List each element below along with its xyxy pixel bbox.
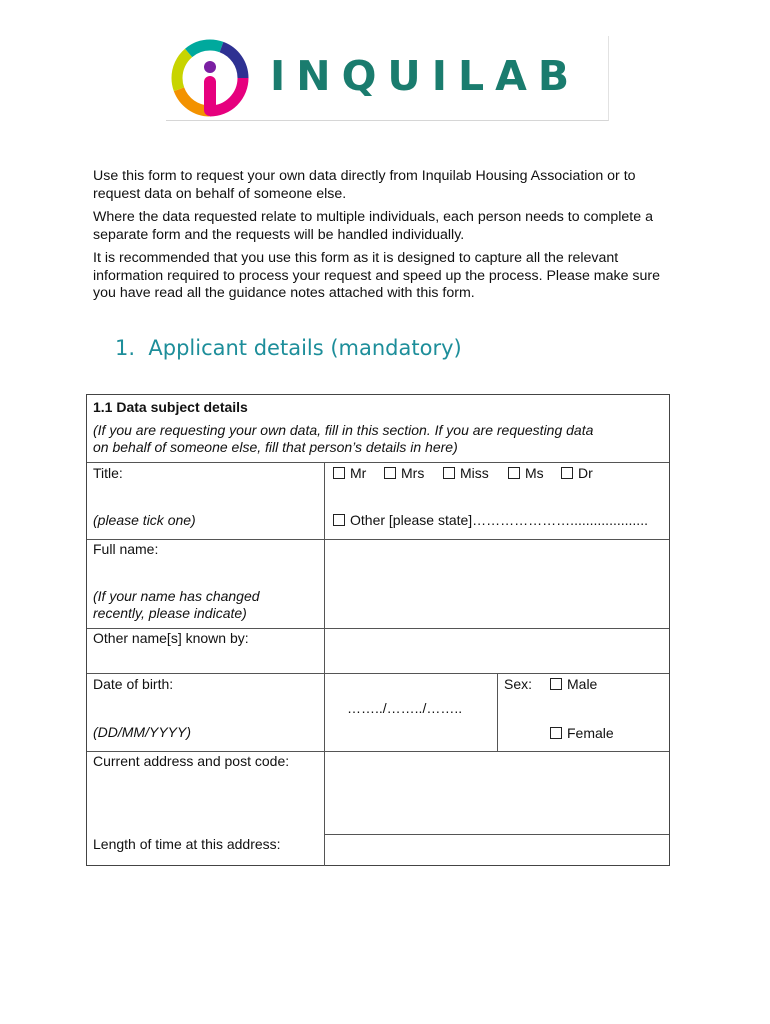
dob-label: Date of birth: — [93, 676, 174, 692]
sex-option-female[interactable]: Female — [550, 725, 614, 742]
intro-paragraph-2: Where the data requested relate to multiple individuals, each person needs to complete a separate form and the requests will be handled individually. — [93, 209, 653, 243]
dob-field[interactable]: ……../……../…….. — [347, 700, 463, 716]
address-field[interactable] — [325, 752, 669, 834]
title-option-other[interactable]: Other [please state]………………….................... — [333, 512, 648, 529]
title-option-miss[interactable]: Miss — [443, 465, 489, 482]
sex-label: Sex: — [504, 676, 533, 692]
title-label: Title: — [93, 465, 123, 481]
title-option-mr[interactable]: Mr — [333, 465, 366, 482]
full-name-hint-line2: recently, please indicate) — [93, 605, 247, 621]
intro-paragraph-3: It is recommended that you use this form as it is designed to capture all the relevant information required to process your request and speed up the process. Please make sure you have read all the guidance notes attached with this form. — [93, 250, 661, 301]
row-divider — [87, 462, 669, 463]
other-names-field[interactable] — [325, 629, 669, 673]
subject-note-line2: on behalf of someone else, fill that person’s details in here) — [93, 439, 458, 455]
subject-heading: 1.1 Data subject details — [93, 399, 248, 415]
checkbox-icon[interactable] — [550, 727, 562, 739]
checkbox-icon[interactable] — [508, 467, 520, 479]
full-name-field[interactable] — [325, 540, 669, 628]
title-option-ms[interactable]: Ms — [508, 465, 544, 482]
column-divider — [497, 673, 498, 751]
applicant-details-table — [86, 394, 670, 866]
intro-text — [93, 168, 683, 309]
sex-option-male[interactable]: Male — [550, 676, 597, 693]
length-label: Length of time at this address: — [93, 836, 281, 852]
checkbox-icon[interactable] — [550, 678, 562, 690]
checkbox-icon[interactable] — [384, 467, 396, 479]
logo-wordmark: INQUILAB — [270, 52, 581, 100]
dob-hint: (DD/MM/YYYY) — [93, 724, 191, 740]
checkbox-icon[interactable] — [333, 467, 345, 479]
title-hint: (please tick one) — [93, 512, 196, 528]
row-divider — [87, 673, 669, 674]
other-names-label: Other name[s] known by: — [93, 630, 249, 646]
logo — [166, 36, 609, 121]
checkbox-icon[interactable] — [561, 467, 573, 479]
checkbox-icon[interactable] — [443, 467, 455, 479]
length-field[interactable] — [325, 835, 669, 865]
subject-note-line1: (If you are requesting your own data, fill in this section. If you are requesting data — [93, 422, 594, 438]
address-label: Current address and post code: — [93, 753, 290, 769]
full-name-label: Full name: — [93, 541, 159, 557]
title-option-mrs[interactable]: Mrs — [384, 465, 424, 482]
intro-paragraph-1: Use this form to request your own data directly from Inquilab Housing Association or to request data on behalf of someone else. — [93, 168, 636, 202]
inquilab-logo-icon — [168, 36, 254, 122]
full-name-hint-line1: (If your name has changed — [93, 588, 260, 604]
section-heading: 1. Applicant details (mandatory) — [115, 336, 462, 360]
title-option-dr[interactable]: Dr — [561, 465, 593, 482]
checkbox-icon[interactable] — [333, 514, 345, 526]
